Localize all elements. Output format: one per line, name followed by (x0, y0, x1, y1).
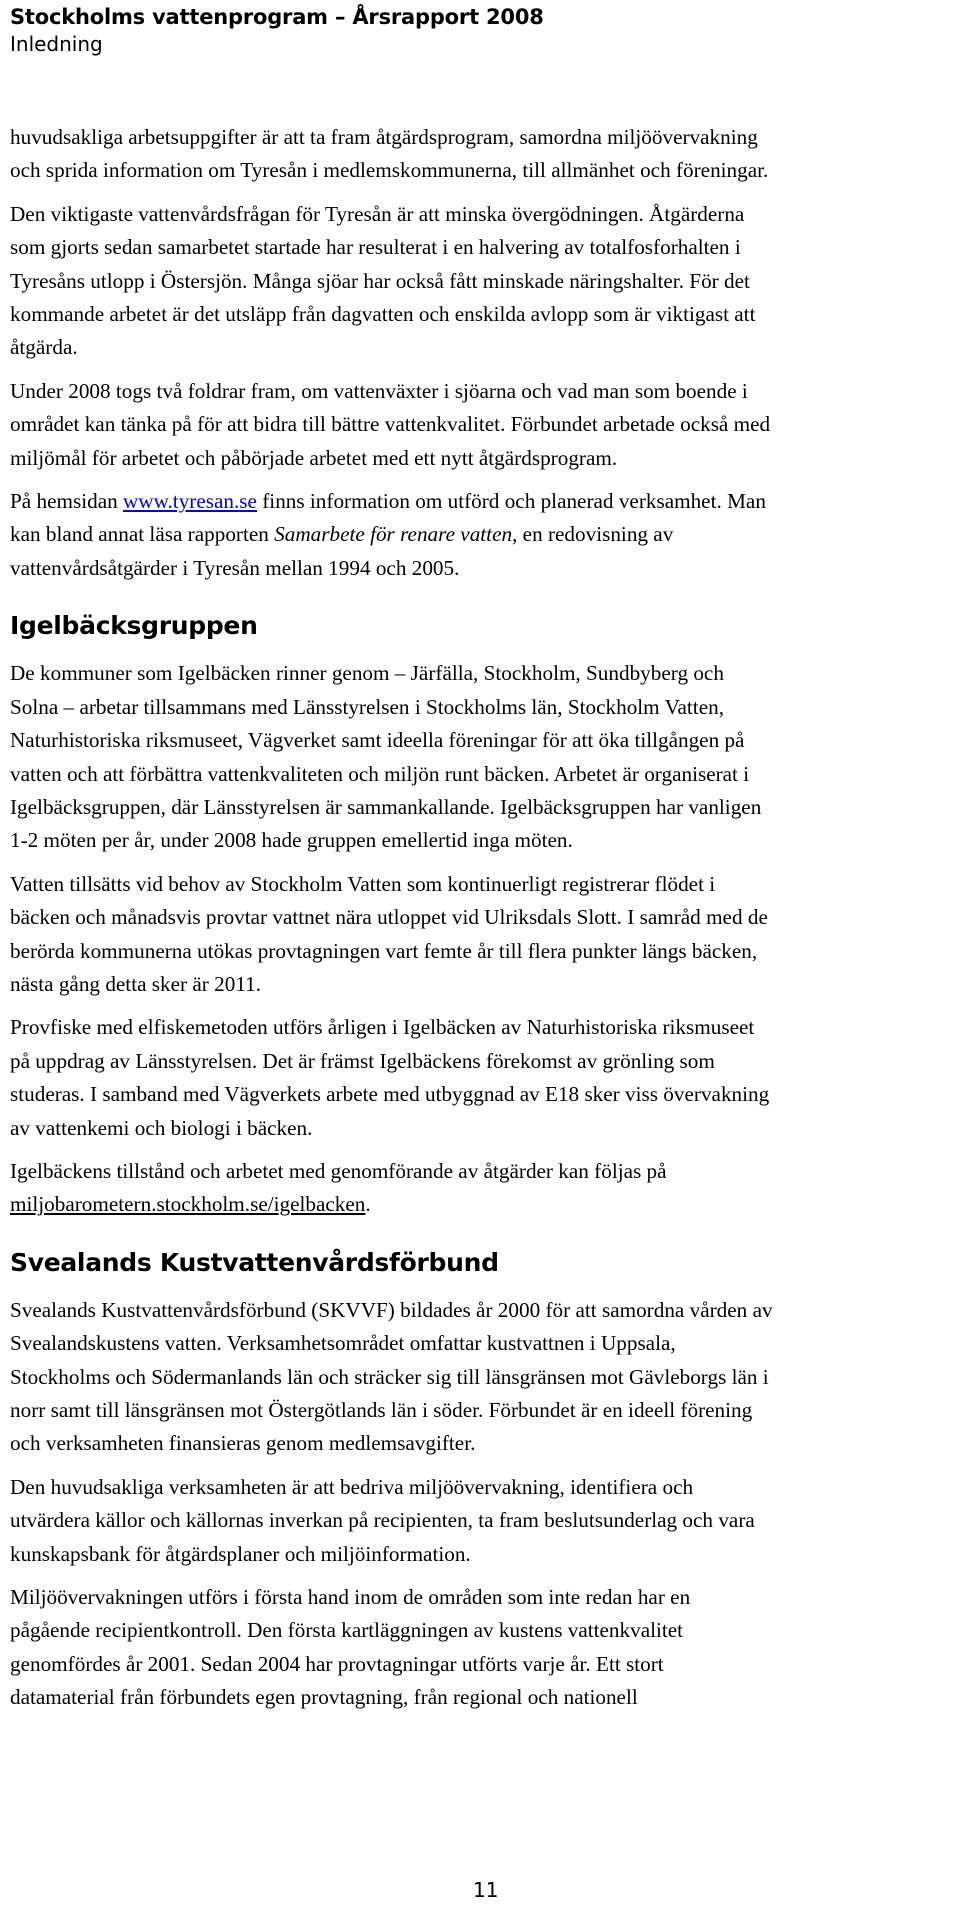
paragraph-tyresan-tasks (10, 121, 960, 188)
text-line: åtgärda. (10, 335, 78, 360)
text-line: av vattenkemi och biologi i bäcken. (10, 1115, 313, 1140)
text-line: området kan tänka på för att bidra till bättre vattenkvalitet. Förbundet arbetade också med (10, 412, 771, 437)
running-header (10, 4, 544, 57)
text-line: vattenvårdsåtgärder i Tyresån mellan 1994 och 2005. (10, 555, 460, 580)
text-line: som gjorts sedan samarbetet startade har resulterat i en halvering av totalfosforhalten i (10, 235, 741, 260)
text-line (10, 1188, 960, 1221)
text-line: nästa gång detta sker är 2011. (10, 971, 262, 996)
text-line: Tyresåns utlopp i Östersjön. Många sjöar har också fått minskade näringshalter. För det (10, 268, 750, 293)
section-name: Inledning (10, 32, 103, 56)
text-line: datamaterial från förbundets egen provtagning, från regional och nationell (10, 1685, 638, 1710)
paragraph-tyresan-eutrophication (10, 198, 960, 365)
text-line: utvärdera källor och källornas inverkan på recipienten, ta fram beslutsunderlag och vara (10, 1508, 755, 1533)
body-content (10, 121, 960, 1725)
text-run: , en redovisning av (512, 522, 674, 547)
paragraph-tyresan-website (10, 485, 960, 585)
text-line: Igelbäckens tillstånd och arbetet med genomförande av åtgärder kan följas på (10, 1158, 667, 1183)
paragraph-skvvf-activities (10, 1471, 960, 1571)
text-line: och sprida information om Tyresån i medlemskommunerna, till allmänhet och föreningar. (10, 158, 769, 183)
paragraph-skvvf-founded (10, 1294, 960, 1461)
text-line: Solna – arbetar tillsammans med Länsstyrelsen i Stockholms län, Stockholm Vatten, (10, 694, 724, 719)
text-line: 1-2 möten per år, under 2008 hade gruppen emellertid inga möten. (10, 828, 573, 853)
text-line: Igelbäcksgruppen, där Länsstyrelsen är sammankallande. Igelbäcksgruppen har vanligen (10, 794, 762, 819)
paragraph-tyresan-2008 (10, 375, 960, 475)
page-number: 11 (473, 1878, 499, 1902)
text-line: Svealandskustens vatten. Verksamhetsområdet omfattar kustvattnen i Uppsala, (10, 1331, 676, 1356)
link-text: se (239, 489, 257, 514)
text-line (10, 518, 960, 551)
paragraph-igelbacks-status (10, 1155, 960, 1222)
text-run: finns information om utförd och planerad verksamhet. Man (256, 489, 766, 514)
text-line: Den huvudsakliga verksamheten är att bedriva miljöövervakning, identifiera och (10, 1474, 694, 1499)
paragraph-igelbacks-fishing (10, 1011, 960, 1145)
text-line: Miljöövervakningen utförs i första hand inom de områden som inte redan har en (10, 1585, 691, 1610)
heading-igelbacksgruppen: Igelbäcksgruppen (10, 611, 258, 641)
text-line: och verksamheten finansieras genom medlemsavgifter. (10, 1431, 476, 1456)
text-line: Under 2008 togs två foldrar fram, om vattenväxter i sjöarna och vad man som boende i (10, 378, 748, 403)
text-line: pågående recipientkontroll. Den första kartläggningen av kustens vattenkvalitet (10, 1618, 684, 1643)
text-line: Vatten tillsätts vid behov av Stockholm Vatten som kontinuerligt registrerar flödet i (10, 871, 716, 896)
paragraph-igelbacks-municipalities (10, 657, 960, 857)
text-line: bäcken och månadsvis provtar vattnet nära utloppet vid Ulriksdals Slott. I samråd med de (10, 905, 768, 930)
tyresan-website-link[interactable] (123, 489, 257, 513)
text-run: . (365, 1192, 371, 1217)
text-line: norr samt till länsgränsen mot Östergötlands län i söder. Förbundet är en ideell förening (10, 1398, 753, 1422)
text-line: Svealands Kustvattenvårdsförbund (SKVVF) bildades år 2000 för att samordna vården av (10, 1297, 773, 1322)
paragraph-skvvf-monitoring (10, 1581, 960, 1715)
heading-svealands-kustvattenvardsforbund: Svealands Kustvattenvårdsförbund (10, 1247, 499, 1277)
text-line (10, 485, 960, 518)
text-line: kommande arbetet är det utsläpp från dagvatten och enskilda avlopp som är viktigast att (10, 302, 756, 327)
text-line: på uppdrag av Länsstyrelsen. Det är främst Igelbäckens förekomst av grönling som (10, 1048, 715, 1073)
miljobarometern-link[interactable]: miljobarometern.stockholm.se/igelbacken (10, 1192, 366, 1217)
text-line: huvudsakliga arbetsuppgifter är att ta fram åtgärdsprogram, samordna miljöövervakning (10, 125, 758, 149)
text-line: vatten och att förbättra vattenkvaliteten och miljön runt bäcken. Arbetet är organiserat i (10, 761, 750, 786)
text-line: De kommuner som Igelbäcken rinner genom – Järfälla, Stockholm, Sundbyberg och (10, 661, 724, 686)
paragraph-igelbacks-water (10, 868, 960, 1002)
text-line: genomfördes år 2001. Sedan 2004 har provtagningar utförts varje år. Ett stort (10, 1651, 664, 1676)
text-line: Stockholms och Södermanlands län och sträcker sig till länsgränsen mot Gävleborgs län i (10, 1364, 769, 1389)
text-run: kan bland annat läsa rapporten (10, 522, 275, 547)
report-title: Stockholms vattenprogram – Årsrapport 2008 (10, 5, 544, 29)
text-line: berörda kommunerna utökas provtagningen vart femte år till flera punkter längs bäcken, (10, 938, 758, 963)
link-text: www.tyresan. (122, 489, 240, 514)
text-line: Den viktigaste vattenvårdsfrågan för Tyresån är att minska övergödningen. Åtgärderna (10, 201, 745, 226)
report-title-italic: Samarbete för renare vatten (274, 522, 513, 547)
text-line: Provfiske med elfiskemetoden utförs årligen i Igelbäcken av Naturhistoriska riksmuseet (10, 1015, 755, 1040)
text-line: Naturhistoriska riksmuseet, Vägverket samt ideella föreningar för att öka tillgången på (10, 728, 745, 753)
text-line: miljömål för arbetet och påbörjade arbetet med ett nytt åtgärdsprogram. (10, 445, 618, 470)
text-line: studeras. I samband med Vägverkets arbete med utbyggnad av E18 sker viss övervakning (10, 1082, 770, 1107)
text-line: kunskapsbank för åtgärdsplaner och miljöinformation. (10, 1541, 471, 1566)
text-run: På hemsidan (10, 489, 123, 514)
